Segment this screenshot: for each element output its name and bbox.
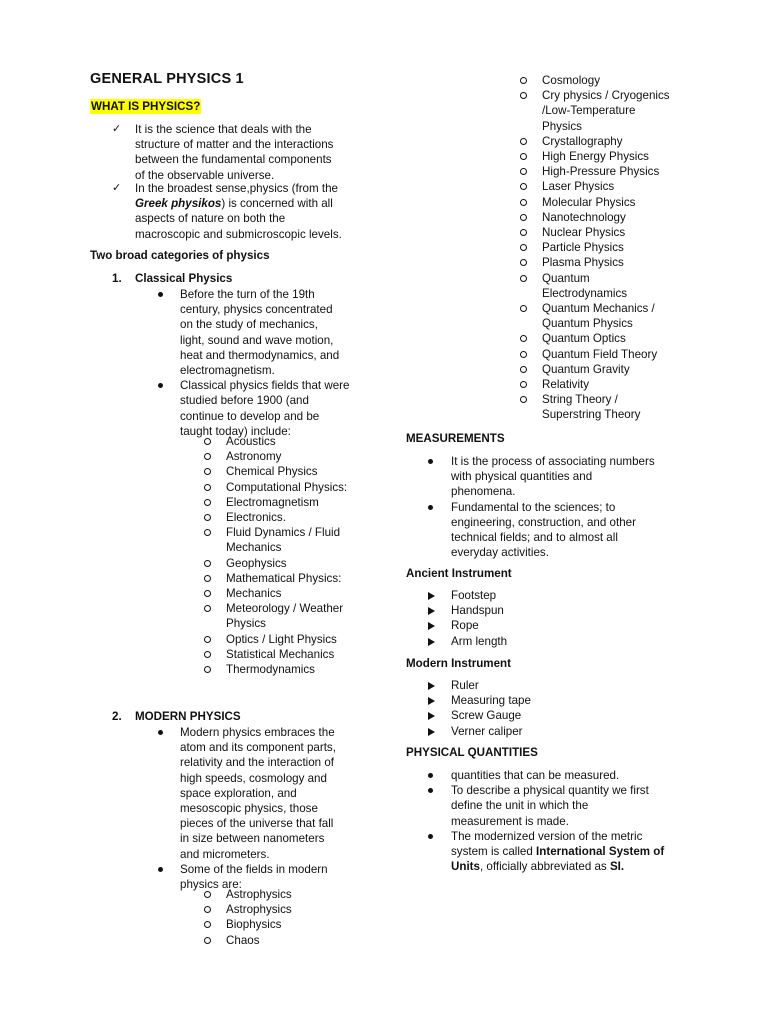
list-item-text: Computational Physics: xyxy=(226,480,348,494)
list-item-text: Molecular Physics xyxy=(542,195,636,209)
list-item xyxy=(204,434,276,449)
circle-bullet-icon xyxy=(520,168,527,175)
list-item-text: Cry physics / Cryogenics /Low-Temperature Physics xyxy=(542,89,670,133)
list-item-text: Arm length xyxy=(451,634,508,648)
list-item-text: In the broadest sense,physics (from the Greek physikos) is concerned with all aspects of nature on both the macroscopic and submicroscopic levels. xyxy=(135,182,342,241)
list-item xyxy=(204,632,337,647)
arrow-bullet-icon xyxy=(428,712,435,720)
circle-bullet-icon xyxy=(204,514,211,521)
list-item xyxy=(428,724,523,739)
list-item xyxy=(204,525,340,555)
circle-bullet-icon xyxy=(520,335,527,342)
list-item-text: Classical physics fields that were studied before 1900 (and continue to develop and be taught today) include: xyxy=(180,379,350,438)
list-item-text: Rope xyxy=(451,619,479,633)
measurements-heading: MEASUREMENTS xyxy=(406,432,505,445)
list-item-text: Quantum Gravity xyxy=(542,362,630,376)
list-item xyxy=(520,255,624,270)
circle-bullet-icon xyxy=(520,229,527,236)
list-item xyxy=(158,378,349,439)
list-item-text: Cosmology xyxy=(542,74,600,87)
section-label: MODERN PHYSICS xyxy=(135,710,241,723)
list-item xyxy=(520,225,625,240)
list-item-text: High Energy Physics xyxy=(542,150,649,163)
list-item xyxy=(520,149,649,164)
circle-bullet-icon xyxy=(520,77,527,84)
circle-bullet-icon xyxy=(520,92,527,99)
list-item-text: It is the science that deals with the structure of matter and the interactions between the fundamental components of the observable universe. xyxy=(135,123,334,182)
circle-bullet-icon xyxy=(204,937,211,944)
list-item-text: Fundamental to the sciences; to engineering, construction, and other technical fields; and to almost all everyday activities. xyxy=(451,500,636,560)
circle-bullet-icon xyxy=(204,666,211,673)
modern-instrument-heading: Modern Instrument xyxy=(406,657,511,670)
circle-bullet-icon xyxy=(204,499,211,506)
circle-bullet-icon xyxy=(204,651,211,658)
list-item xyxy=(520,392,640,422)
circle-bullet-icon xyxy=(204,605,211,612)
list-item xyxy=(204,647,334,662)
list-item-text: To describe a physical quantity we first define the unit in which the measurement is made. xyxy=(451,784,649,828)
list-item-text: Chaos xyxy=(226,933,260,947)
list-item-text: Verner caliper xyxy=(451,724,523,738)
circle-bullet-icon xyxy=(520,305,527,312)
list-item xyxy=(520,331,626,346)
list-item-text: Mechanics xyxy=(226,587,282,600)
list-item-text: The modernized version of the metric system is called International System of Units, officially abbreviated as SI. xyxy=(451,829,665,874)
circle-bullet-icon xyxy=(204,453,211,460)
section-number: 2. xyxy=(112,710,122,723)
circle-bullet-icon xyxy=(520,366,527,373)
circle-bullet-icon xyxy=(520,153,527,160)
physical-quantities-heading: PHYSICAL QUANTITIES xyxy=(406,746,538,759)
list-item-text: It is the process of associating numbers with physical quantities and phenomena. xyxy=(451,455,655,499)
list-item xyxy=(428,454,655,500)
circle-bullet-icon xyxy=(204,590,211,597)
list-item-text: Quantum Optics xyxy=(542,332,626,346)
list-item xyxy=(520,377,589,392)
circle-bullet-icon xyxy=(520,381,527,388)
list-item-text: quantities that can be measured. xyxy=(451,769,620,782)
list-item xyxy=(204,556,287,571)
list-item-text: Screw Gauge xyxy=(451,709,522,723)
list-item xyxy=(520,195,635,210)
bullet-icon xyxy=(428,788,433,793)
list-item-text: Quantum Mechanics / Quantum Physics xyxy=(542,302,655,331)
modern-heading xyxy=(112,709,241,724)
list-item-text: Electromagnetism xyxy=(226,495,319,509)
list-item xyxy=(428,618,479,633)
arrow-bullet-icon xyxy=(428,697,435,705)
list-item xyxy=(428,783,649,829)
list-item xyxy=(204,662,315,677)
list-item xyxy=(204,495,319,510)
bullet-icon xyxy=(158,867,163,872)
list-item-text: Astronomy xyxy=(226,450,282,464)
list-item xyxy=(520,73,600,88)
list-item xyxy=(520,164,659,179)
circle-bullet-icon xyxy=(520,199,527,206)
list-item xyxy=(520,88,670,134)
section-label: Classical Physics xyxy=(135,272,233,285)
list-item xyxy=(204,571,341,586)
list-item xyxy=(204,933,260,948)
list-item-text: Modern physics embraces the atom and its component parts, relativity and the interaction of high speeds, cosmology and space exploration, and mesoscopic physics, those pieces of the universe that fall in size between nanometers and micrometers. xyxy=(180,726,336,861)
list-item xyxy=(112,181,342,242)
list-item xyxy=(520,362,630,377)
list-item-text: Ruler xyxy=(451,679,479,692)
list-item xyxy=(112,122,333,183)
bullet-icon xyxy=(158,383,163,388)
list-item-text: Thermodynamics xyxy=(226,663,315,676)
bullet-icon xyxy=(158,292,163,297)
list-item-text: Fluid Dynamics / Fluid Mechanics xyxy=(226,526,341,555)
list-item xyxy=(520,301,655,331)
circle-bullet-icon xyxy=(204,560,211,567)
list-item xyxy=(428,693,531,708)
checkmark-icon: ✓ xyxy=(112,182,122,194)
circle-bullet-icon xyxy=(520,351,527,358)
bullet-icon xyxy=(428,505,433,510)
classical-heading xyxy=(112,271,233,286)
circle-bullet-icon xyxy=(520,138,527,145)
list-item xyxy=(428,500,636,561)
bullet-icon xyxy=(428,834,433,839)
list-item-text: Handspun xyxy=(451,604,504,618)
bullet-icon xyxy=(428,459,433,464)
circle-bullet-icon xyxy=(520,183,527,190)
list-item-text: Measuring tape xyxy=(451,694,531,708)
list-item xyxy=(520,134,623,149)
list-item-text: Nanotechnology xyxy=(542,210,626,224)
arrow-bullet-icon xyxy=(428,682,435,690)
list-item-text: Plasma Physics xyxy=(542,256,624,270)
list-item-text: Crystallography xyxy=(542,134,623,148)
list-item xyxy=(428,603,504,618)
circle-bullet-icon xyxy=(204,438,211,445)
list-item-text: Quantum Electrodynamics xyxy=(542,271,628,300)
list-item xyxy=(204,902,292,917)
circle-bullet-icon xyxy=(204,484,211,491)
list-item xyxy=(428,768,619,783)
list-item xyxy=(204,917,281,932)
list-item xyxy=(428,588,496,603)
list-item xyxy=(204,464,318,479)
list-item-text: High-Pressure Physics xyxy=(542,165,660,179)
list-item xyxy=(158,287,339,378)
list-item xyxy=(204,480,347,495)
categories-heading: Two broad categories of physics xyxy=(90,249,270,262)
arrow-bullet-icon xyxy=(428,592,435,600)
list-item xyxy=(204,887,292,902)
list-item xyxy=(204,586,281,601)
list-item xyxy=(204,449,281,464)
section-number: 1. xyxy=(112,272,122,285)
list-item xyxy=(520,179,614,194)
document-title: GENERAL PHYSICS 1 xyxy=(90,71,244,87)
list-item-text: Some of the fields in modern physics are: xyxy=(180,862,328,891)
checkmark-icon: ✓ xyxy=(112,123,122,135)
arrow-bullet-icon xyxy=(428,607,435,615)
list-item xyxy=(428,829,664,875)
list-item xyxy=(158,725,336,862)
arrow-bullet-icon xyxy=(428,638,435,646)
list-item-text: Statistical Mechanics xyxy=(226,647,335,661)
list-item xyxy=(520,240,624,255)
list-item-text: Nuclear Physics xyxy=(542,226,626,239)
list-item-text: Electronics. xyxy=(226,511,286,524)
greek-term: Greek physikos xyxy=(135,197,222,211)
arrow-bullet-icon xyxy=(428,728,435,736)
circle-bullet-icon xyxy=(204,529,211,536)
list-item-text: Laser Physics xyxy=(542,180,615,194)
list-item xyxy=(520,271,627,301)
circle-bullet-icon xyxy=(204,468,211,475)
circle-bullet-icon xyxy=(520,244,527,251)
list-item-text: Quantum Field Theory xyxy=(542,347,658,361)
list-item xyxy=(428,678,479,693)
list-item xyxy=(520,210,626,225)
list-item-text: Biophysics xyxy=(226,918,282,932)
circle-bullet-icon xyxy=(520,275,527,282)
list-item-text: Particle Physics xyxy=(542,241,624,255)
list-item xyxy=(204,601,343,631)
list-item-text: Astrophysics xyxy=(226,903,292,917)
list-item-text: Mathematical Physics: xyxy=(226,571,342,585)
circle-bullet-icon xyxy=(204,575,211,582)
circle-bullet-icon xyxy=(520,214,527,221)
list-item-text: Footstep xyxy=(451,589,497,602)
circle-bullet-icon xyxy=(520,259,527,266)
list-item-text: Meteorology / Weather Physics xyxy=(226,602,344,631)
list-item-text: Astrophysics xyxy=(226,888,292,901)
circle-bullet-icon xyxy=(520,396,527,403)
bullet-icon xyxy=(158,730,163,735)
list-item xyxy=(520,347,657,362)
circle-bullet-icon xyxy=(204,906,211,913)
arrow-bullet-icon xyxy=(428,622,435,630)
list-item-text: Optics / Light Physics xyxy=(226,632,337,646)
list-item-text: Chemical Physics xyxy=(226,465,318,479)
list-item xyxy=(428,634,507,649)
list-item xyxy=(428,708,521,723)
what-is-physics-heading: WHAT IS PHYSICS? xyxy=(91,100,201,113)
list-item xyxy=(204,510,286,525)
bullet-icon xyxy=(428,773,433,778)
circle-bullet-icon xyxy=(204,891,211,898)
ancient-instrument-heading: Ancient Instrument xyxy=(406,567,512,580)
list-item-text: Relativity xyxy=(542,378,590,391)
list-item-text: Acoustics xyxy=(226,435,276,448)
circle-bullet-icon xyxy=(204,636,211,643)
list-item-text: Before the turn of the 19th century, physics concentrated on the study of mechanics, light, sound and wave motion, heat and thermodynamics, and electromagnetism. xyxy=(180,288,340,378)
list-item-text: Geophysics xyxy=(226,556,287,570)
circle-bullet-icon xyxy=(204,921,211,928)
list-item-text: String Theory / Superstring Theory xyxy=(542,393,641,422)
